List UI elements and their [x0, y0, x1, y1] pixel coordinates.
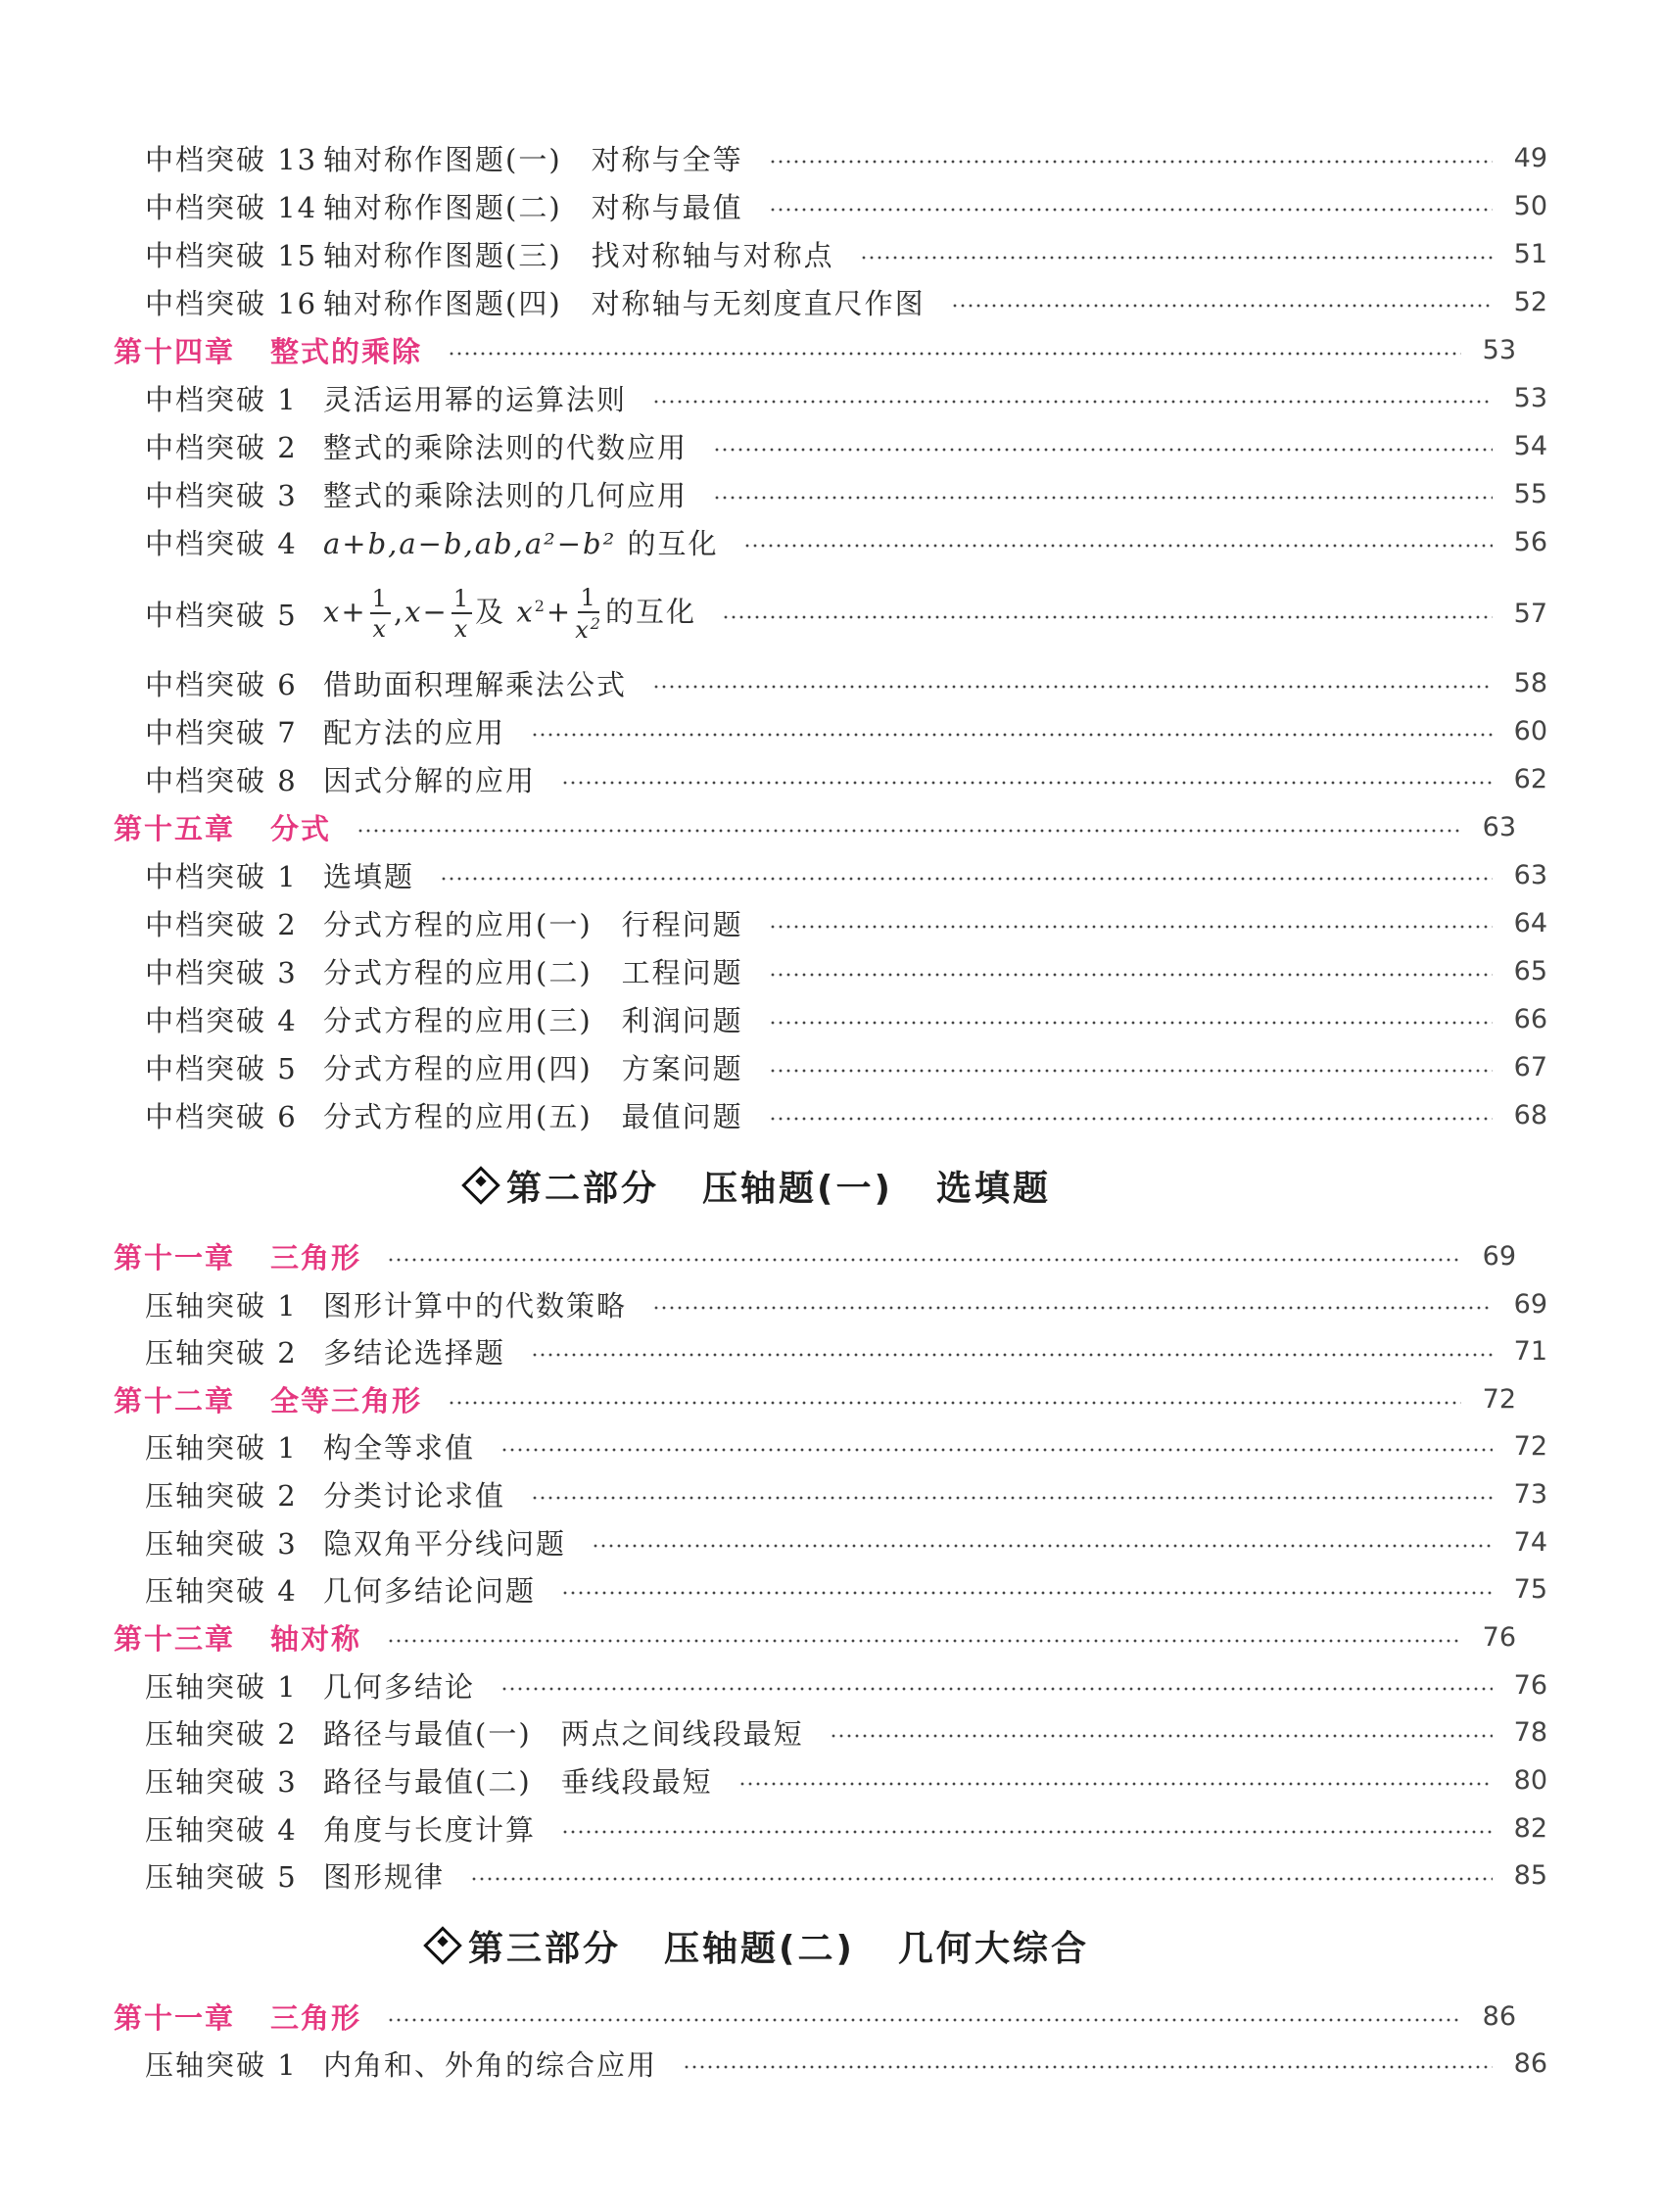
entry-title: 轴对称作图题(三) [323, 238, 562, 272]
dot-leader [561, 1830, 1493, 1834]
toc-entry[interactable] [0, 1091, 1663, 1138]
dot-leader [448, 352, 1461, 356]
dot-leader [769, 973, 1493, 977]
entry-page: 85 [1513, 1859, 1547, 1891]
dot-leader [769, 160, 1493, 164]
part-name: 第二部分 [506, 1168, 660, 1209]
dot-leader [951, 304, 1493, 308]
toc-entry[interactable] [0, 374, 1663, 421]
entry-math: a+b,a−b,ab,a²−b² [323, 526, 617, 560]
entry-title: 隐双角平分线问题 [323, 1526, 567, 1561]
entry-code: 中档突破 3 [145, 955, 298, 989]
entry-page: 57 [1513, 598, 1547, 629]
entry-page: 58 [1513, 667, 1547, 698]
entry-code: 压轴突破 1 [145, 2047, 298, 2082]
fraction: $\frac{1}{x^2}$ [575, 583, 602, 644]
entry-page: 66 [1513, 1003, 1547, 1034]
entry-title: 整式的乘除法则的代数应用 [323, 430, 689, 464]
entry-subtitle: 对称轴与无刻度直尺作图 [591, 286, 926, 320]
toc-entry[interactable] [0, 1470, 1663, 1517]
entry-subtitle: 利润问题 [621, 1003, 743, 1037]
dot-leader [561, 1591, 1493, 1595]
toc-entry[interactable] [0, 422, 1663, 469]
entry-title: 选填题 [323, 859, 415, 893]
entry-title: 几何多结论问题 [323, 1573, 537, 1608]
entry-subtitle: 对称与最值 [591, 190, 743, 224]
dot-leader [387, 1258, 1461, 1262]
entry-code: 压轴突破 3 [145, 1526, 298, 1561]
entry-page: 53 [1513, 382, 1547, 413]
entry-title: 配方法的应用 [323, 715, 506, 749]
toc-entry[interactable] [0, 707, 1663, 754]
entry-page: 71 [1513, 1335, 1547, 1367]
entry-title: 图形规律 [323, 1859, 446, 1894]
dot-leader [722, 615, 1493, 619]
entry-code: 压轴突破 1 [145, 1669, 298, 1704]
fraction: $\frac{1}{x}$ [452, 584, 471, 643]
chapter-code: 第十五章 [114, 811, 236, 845]
chapter-title: 轴对称 [270, 1621, 362, 1656]
toc-entry[interactable] [0, 851, 1663, 898]
part-name: 第三部分 [468, 1928, 622, 1969]
toc-entry[interactable] [0, 1518, 1663, 1565]
chapter-title: 全等三角形 [270, 1383, 423, 1418]
chapter-heading[interactable] [0, 326, 1632, 373]
entry-title: 路径与最值(一) [323, 1716, 532, 1751]
entry-code: 中档突破 2 [145, 430, 298, 464]
entry-title: 内角和、外角的综合应用 [323, 2047, 658, 2082]
entry-page: 63 [1513, 859, 1547, 890]
chapter-code: 第十三章 [114, 1621, 236, 1656]
entry-code: 中档突破 5 [145, 1051, 298, 1085]
toc-entry[interactable] [0, 899, 1663, 946]
entry-page: 82 [1513, 1812, 1547, 1844]
dot-leader [652, 400, 1493, 404]
entry-title: 轴对称作图题(二) [323, 190, 562, 224]
toc-entry[interactable] [0, 134, 1663, 181]
entry-subtitle: 行程问题 [621, 907, 743, 941]
entry-page: 86 [1513, 2047, 1547, 2079]
entry-page: 80 [1513, 1764, 1547, 1796]
dot-leader [592, 1544, 1493, 1548]
entry-page: 55 [1513, 478, 1547, 509]
entry-code: 中档突破 5 [145, 598, 298, 632]
entry-title: 角度与长度计算 [323, 1812, 537, 1847]
entry-code: 中档突破 3 [145, 478, 298, 512]
entry-title: 几何多结论 [323, 1669, 476, 1704]
toc-entry[interactable] [0, 1280, 1663, 1327]
dot-leader [738, 1782, 1493, 1786]
chapter-code: 第十二章 [114, 1383, 236, 1418]
chapter-page: 53 [1482, 334, 1516, 365]
toc-entry[interactable] [0, 1565, 1663, 1612]
dot-leader [769, 208, 1493, 212]
chapter-title: 分式 [270, 811, 332, 845]
entry-code: 中档突破 16 [145, 286, 318, 320]
entry-title: 分式方程的应用(五) [323, 1099, 593, 1133]
entry-title: 分式方程的应用(二) [323, 955, 593, 989]
entry-title: 分式方程的应用(一) [323, 907, 593, 941]
entry-page: 60 [1513, 715, 1547, 746]
toc-entry[interactable] [0, 1756, 1663, 1803]
dot-leader [387, 2018, 1461, 2022]
entry-code: 压轴突破 2 [145, 1716, 298, 1751]
diamond-bullet-icon [461, 1166, 500, 1205]
entry-page: 51 [1513, 238, 1547, 269]
entry-page: 76 [1513, 1669, 1547, 1701]
dot-leader [531, 733, 1493, 737]
dot-leader [769, 925, 1493, 929]
entry-page: 52 [1513, 286, 1547, 317]
entry-code: 压轴突破 2 [145, 1478, 298, 1513]
entry-page: 64 [1513, 907, 1547, 938]
toc-entry[interactable] [0, 518, 1663, 565]
dot-leader [531, 1353, 1493, 1357]
entry-page: 75 [1513, 1573, 1547, 1605]
chapter-heading[interactable] [0, 803, 1632, 850]
entry-code: 中档突破 6 [145, 1099, 298, 1133]
entry-code: 压轴突破 2 [145, 1335, 298, 1370]
entry-title: 的互化 [627, 526, 719, 560]
part-topic: 几何大综合 [897, 1928, 1089, 1969]
dot-leader [356, 829, 1461, 833]
part-kind: 压轴题(二) [664, 1928, 855, 1969]
toc-entry[interactable] [0, 755, 1663, 802]
entry-page: 69 [1513, 1288, 1547, 1320]
entry-page: 67 [1513, 1051, 1547, 1082]
entry-page: 78 [1513, 1716, 1547, 1748]
chapter-title: 三角形 [270, 2000, 362, 2035]
entry-code: 中档突破 8 [145, 763, 298, 797]
entry-subtitle: 找对称轴与对称点 [591, 238, 834, 272]
entry-page: 62 [1513, 763, 1547, 794]
entry-code: 压轴突破 1 [145, 1430, 298, 1465]
chapter-page: 86 [1482, 2000, 1516, 2032]
entry-code: 中档突破 14 [145, 190, 318, 224]
entry-page: 68 [1513, 1099, 1547, 1130]
entry-code: 中档突破 15 [145, 238, 318, 272]
entry-code: 压轴突破 1 [145, 1288, 298, 1322]
dot-leader [713, 496, 1493, 500]
chapter-code: 第十一章 [114, 1240, 236, 1274]
entry-math: x+ $\frac{1}{x}$ ,x− $\frac{1}{x}$ 及 $x^2+$ $\frac{1}{x^2}$ 的互化 [323, 583, 696, 644]
chapter-title: 三角形 [270, 1240, 362, 1274]
dot-leader [500, 1448, 1493, 1452]
dot-leader [531, 1496, 1493, 1500]
dot-leader [769, 1021, 1493, 1025]
fraction: $\frac{1}{x}$ [371, 584, 389, 643]
toc-entry[interactable] [0, 1422, 1663, 1469]
toc-entry[interactable] [0, 995, 1663, 1042]
entry-title: 灵活运用幂的运算法则 [323, 382, 628, 416]
entry-title: 分类讨论求值 [323, 1478, 506, 1513]
entry-page: 54 [1513, 430, 1547, 461]
entry-page: 74 [1513, 1526, 1547, 1558]
toc-entry[interactable] [0, 947, 1663, 994]
entry-code: 中档突破 7 [145, 715, 298, 749]
entry-code: 中档突破 1 [145, 859, 298, 893]
part-kind: 压轴题(一) [702, 1168, 893, 1209]
chapter-page: 69 [1482, 1240, 1516, 1272]
chapter-page: 76 [1482, 1621, 1516, 1653]
entry-title: 因式分解的应用 [323, 763, 537, 797]
dot-leader [652, 1306, 1493, 1310]
entry-subtitle: 最值问题 [621, 1099, 743, 1133]
toc-entry[interactable] [0, 1804, 1663, 1851]
entry-page: 72 [1513, 1430, 1547, 1462]
dot-leader [470, 1877, 1493, 1881]
entry-title: 分式方程的应用(四) [323, 1051, 593, 1085]
entry-page: 50 [1513, 190, 1547, 221]
chapter-heading[interactable] [0, 1613, 1632, 1660]
entry-page: 49 [1513, 142, 1547, 173]
chapter-heading[interactable] [0, 1375, 1632, 1422]
toc-entry[interactable] [0, 182, 1663, 229]
dot-leader [561, 781, 1493, 785]
diamond-bullet-icon [423, 1926, 462, 1965]
entry-code: 中档突破 13 [145, 142, 318, 176]
entry-subtitle: 两点之间线段最短 [560, 1716, 804, 1751]
chapter-heading[interactable] [0, 1993, 1632, 2040]
entry-code: 中档突破 2 [145, 907, 298, 941]
entry-code: 中档突破 4 [145, 526, 298, 560]
dot-leader [500, 1687, 1493, 1691]
chapter-heading[interactable] [0, 1232, 1632, 1279]
toc-entry[interactable] [0, 1661, 1663, 1708]
entry-title: 整式的乘除法则的几何应用 [323, 478, 689, 512]
toc-entry[interactable] [0, 1327, 1663, 1374]
toc-entry[interactable] [0, 659, 1663, 706]
entry-code: 中档突破 4 [145, 1003, 298, 1037]
entry-subtitle: 工程问题 [621, 955, 743, 989]
entry-title: 轴对称作图题(四) [323, 286, 562, 320]
dot-leader [448, 1401, 1461, 1405]
entry-page: 73 [1513, 1478, 1547, 1510]
entry-code: 压轴突破 4 [145, 1573, 298, 1608]
entry-subtitle: 对称与全等 [591, 142, 743, 176]
entry-code: 压轴突破 3 [145, 1764, 298, 1799]
chapter-code: 第十四章 [114, 334, 236, 368]
entry-title: 多结论选择题 [323, 1335, 506, 1370]
chapter-code: 第十一章 [114, 2000, 236, 2035]
entry-title: 分式方程的应用(三) [323, 1003, 593, 1037]
dot-leader [830, 1734, 1493, 1738]
entry-code: 压轴突破 4 [145, 1812, 298, 1847]
entry-code: 中档突破 6 [145, 667, 298, 701]
dot-leader [713, 448, 1493, 452]
toc-entry[interactable] [0, 584, 1663, 643]
entry-subtitle: 方案问题 [621, 1051, 743, 1085]
dot-leader [440, 877, 1493, 881]
dot-leader [683, 2065, 1493, 2069]
toc-entry[interactable] [0, 1708, 1663, 1755]
entry-page: 56 [1513, 526, 1547, 557]
toc-entry[interactable] [0, 1851, 1663, 1899]
entry-title: 路径与最值(二) [323, 1764, 532, 1799]
entry-title: 构全等求值 [323, 1430, 476, 1465]
entry-title: 图形计算中的代数策略 [323, 1288, 628, 1322]
dot-leader [860, 256, 1493, 260]
dot-leader [769, 1117, 1493, 1121]
chapter-page: 63 [1482, 811, 1516, 842]
toc-entry[interactable] [0, 1043, 1663, 1090]
toc-entry[interactable] [0, 2040, 1663, 2087]
dot-leader [652, 685, 1493, 689]
toc-entry[interactable] [0, 470, 1663, 517]
entry-page: 65 [1513, 955, 1547, 986]
entry-subtitle: 垂线段最短 [560, 1764, 713, 1799]
dot-leader [769, 1069, 1493, 1073]
toc-entry[interactable] [0, 230, 1663, 277]
part-topic: 选填题 [935, 1168, 1051, 1209]
dot-leader [743, 544, 1493, 548]
part-heading [0, 1916, 1518, 1975]
entry-code: 中档突破 1 [145, 382, 298, 416]
entry-code: 压轴突破 5 [145, 1859, 298, 1894]
chapter-page: 72 [1482, 1383, 1516, 1415]
dot-leader [387, 1639, 1461, 1643]
entry-title: 轴对称作图题(一) [323, 142, 562, 176]
entry-title: 借助面积理解乘法公式 [323, 667, 628, 701]
entry-title: 的互化 [604, 595, 696, 628]
part-heading [0, 1156, 1518, 1215]
toc-entry[interactable] [0, 278, 1663, 325]
chapter-title: 整式的乘除 [270, 334, 423, 368]
